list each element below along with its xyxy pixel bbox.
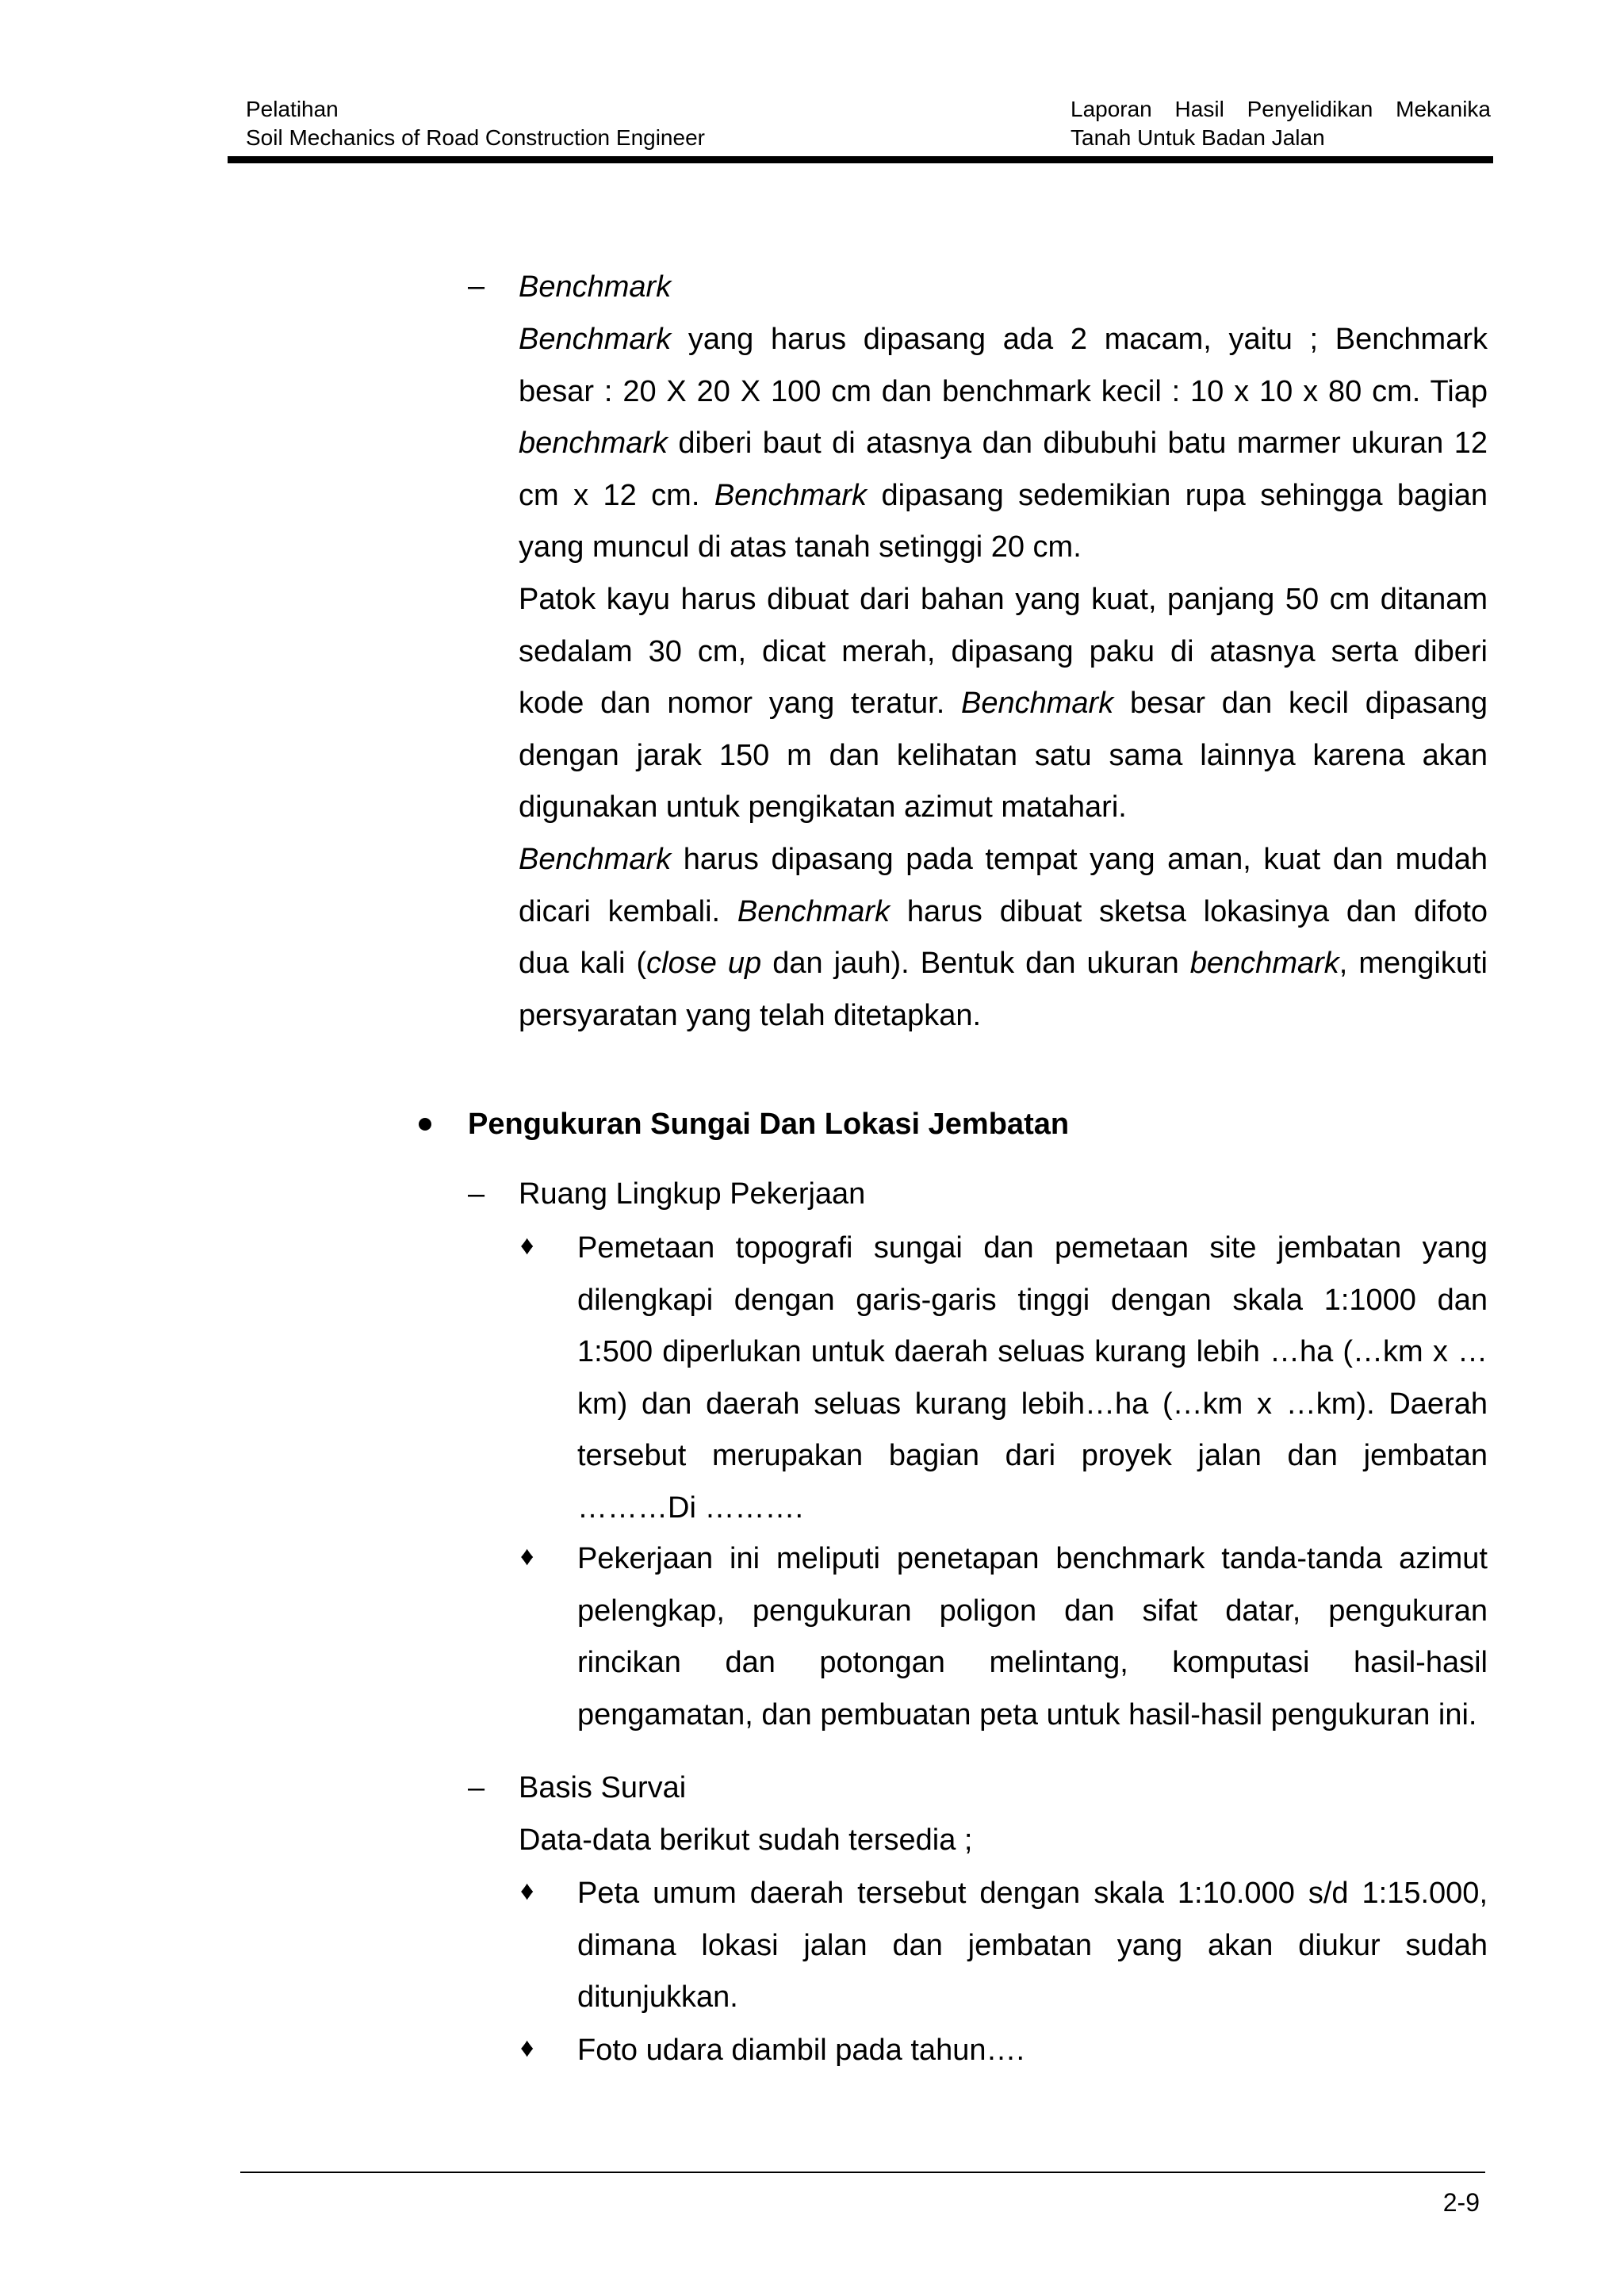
text-line: 1:500 diperlukan untuk daerah seluas kurang lebih …ha (…km x … — [577, 1335, 1488, 1368]
header-left — [246, 95, 705, 152]
text-line: yang muncul di atas tanah setinggi 20 cm. — [519, 530, 1082, 564]
benchmark-paragraph-1 — [519, 314, 1488, 574]
text-line: pelengkap, pengukuran poligon dan sifat datar, pengukuran — [577, 1594, 1488, 1628]
text-line: dicari kembali. Benchmark harus dibuat sketsa lokasinya dan difoto — [519, 894, 1488, 928]
text-line: persyaratan yang telah ditetapkan. — [519, 998, 982, 1032]
text-line: Benchmark yang harus dipasang ada 2 macam, yaitu ; Benchmark — [519, 323, 1488, 356]
page-number: 2-9 — [1442, 2188, 1480, 2217]
dash-marker: – — [468, 270, 485, 303]
text-line: benchmark diberi baut di atasnya dan dibubuhi batu marmer ukuran 12 — [519, 427, 1488, 460]
text-line: rincikan dan potongan melintang, komputasi hasil-hasil — [577, 1646, 1488, 1679]
header-training-label: Pelatihan — [246, 97, 339, 121]
text-line: ………Di ………. — [577, 1490, 803, 1525]
text-line: dua kali (close up dan jauh). Bentuk dan ukuran benchmark, mengikuti — [519, 947, 1488, 980]
text-line: dimana lokasi jalan dan jembatan yang akan diukur sudah — [577, 1928, 1488, 1962]
header-report-subtitle: Tanah Untuk Badan Jalan — [1071, 125, 1325, 150]
section-heading — [468, 1099, 1069, 1151]
survey-intro: Data-data berikut sudah tersedia ; — [519, 1823, 973, 1857]
scope-item-2 — [577, 1533, 1488, 1741]
text-line: km) dan daerah seluas kurang lebih…ha (…km x …km). Daerah — [577, 1387, 1488, 1421]
header-report-title: Laporan Hasil Penyelidikan Mekanika — [1071, 97, 1491, 121]
diamond-bullet-icon: ♦ — [520, 1230, 534, 1261]
text-line: ditunjukkan. — [577, 1980, 738, 2014]
text-line: digunakan untuk pengikatan azimut matahari. — [519, 790, 1127, 824]
bullet-icon — [419, 1118, 431, 1131]
text-line: dengan jarak 150 m dan kelihatan satu sama lainnya karena akan — [519, 738, 1488, 772]
subsection-title: Basis Survai — [519, 1771, 687, 1804]
text-line: pengamatan, dan pembuatan peta untuk hasil-hasil pengukuran ini. — [577, 1697, 1477, 1732]
text-line: Peta umum daerah tersebut dengan skala 1:10.000 s/d 1:15.000, — [577, 1877, 1488, 1910]
benchmark-heading — [519, 262, 671, 314]
benchmark-paragraph-3 — [519, 834, 1488, 1042]
footer-rule — [240, 2172, 1485, 2173]
subsection-title: Ruang Lingkup Pekerjaan — [519, 1177, 866, 1211]
text-line: Benchmark harus dipasang pada tempat yang aman, kuat dan mudah — [519, 843, 1488, 876]
text-line: dilengkapi dengan garis-garis tinggi dengan skala 1:1000 dan — [577, 1283, 1488, 1317]
dash-marker: – — [468, 1177, 485, 1211]
text-line: Pemetaan topografi sungai dan pemetaan site jembatan yang — [577, 1231, 1488, 1265]
header-right — [1071, 95, 1491, 152]
diamond-bullet-icon: ♦ — [520, 2033, 534, 2063]
section-title: Pengukuran Sungai Dan Lokasi Jembatan — [468, 1108, 1070, 1141]
text-line: tersebut merupakan bagian dari proyek jalan dan jembatan — [577, 1439, 1488, 1472]
scope-item-1 — [577, 1223, 1488, 1534]
survey-item-2: Foto udara diambil pada tahun…. — [577, 2034, 1025, 2067]
dash-marker: – — [468, 1771, 485, 1804]
text-line: cm x 12 cm. Benchmark dipasang sedemikian rupa sehingga bagian — [519, 478, 1488, 512]
text-line: kode dan nomor yang teratur. Benchmark besar dan kecil dipasang — [519, 687, 1488, 720]
text-line: sedalam 30 cm, dicat merah, dipasang paku di atasnya serta diberi — [519, 634, 1488, 668]
survey-item-1 — [577, 1868, 1488, 2024]
text-line: Patok kayu harus dibuat dari bahan yang kuat, panjang 50 cm ditanam — [519, 583, 1488, 616]
text-line: besar : 20 X 20 X 100 cm dan benchmark kecil : 10 x 10 x 80 cm. Tiap — [519, 374, 1488, 408]
text-line: Pekerjaan ini meliputi penetapan benchmark tanda-tanda azimut — [577, 1542, 1488, 1575]
diamond-bullet-icon: ♦ — [520, 1541, 534, 1571]
header-rule — [228, 156, 1493, 163]
benchmark-paragraph-2 — [519, 574, 1488, 834]
diamond-bullet-icon: ♦ — [520, 1876, 534, 1906]
benchmark-title: Benchmark — [519, 270, 672, 304]
header-course-title: Soil Mechanics of Road Construction Engineer — [246, 125, 705, 150]
